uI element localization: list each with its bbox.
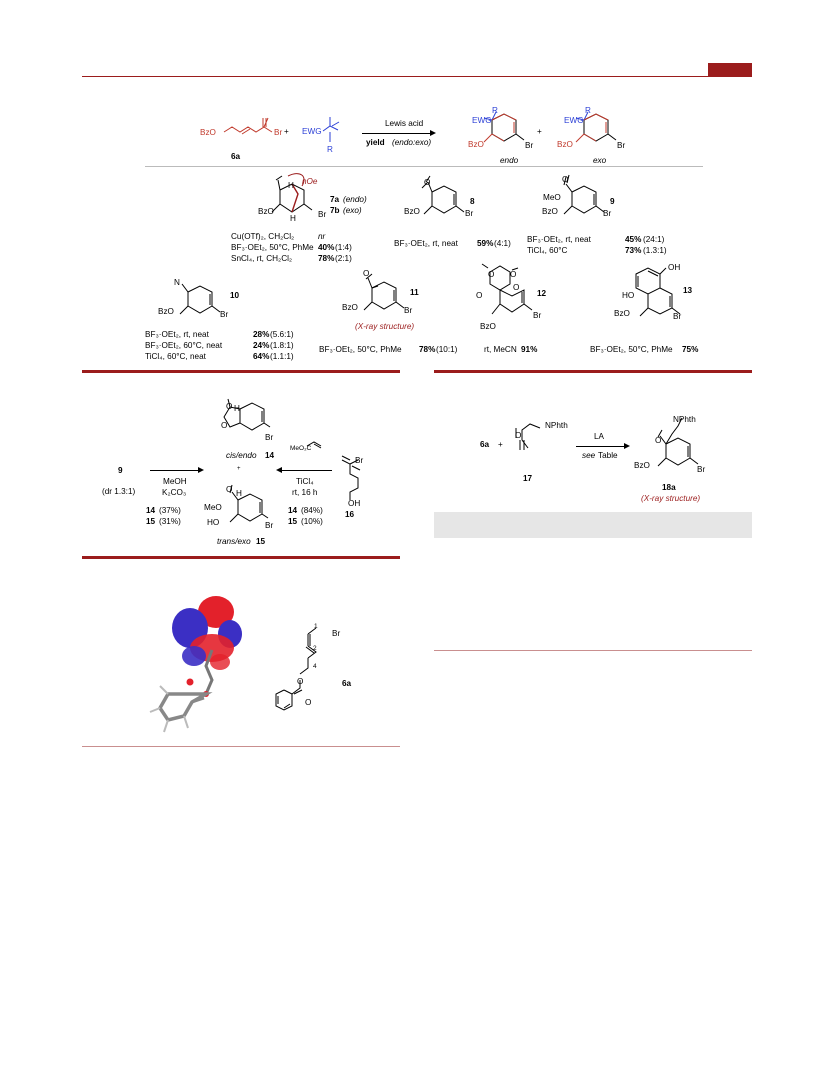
right-arrow [280,470,332,471]
left-y14-val: (37%) [159,506,181,515]
c14-o-1: O [226,402,233,411]
endo-bzo: BzO [468,140,484,149]
c7-yield-1: nr [318,232,326,241]
c8-bzo: BzO [404,207,420,216]
homo-orbital-model [120,590,260,740]
c16-oh: OH [348,499,361,508]
c7-h-label-2: H [290,214,296,223]
c10-n: N [174,278,180,287]
endo-r: R [492,106,498,115]
table-bottom-rule [434,650,752,651]
exo-ewg: EWG [564,116,584,125]
right-y15-label: 15 [288,517,298,526]
c9-ratio-2: (1.3:1) [643,246,667,255]
c14-h: H [234,404,240,413]
c18a-bzo: BzO [634,461,650,470]
s3-see: see [582,451,596,460]
figure-6a-structure [262,620,342,730]
c7-cond-2: BF₃·OEt₂, 50°C, PhMe [231,243,314,252]
c14-label: 14 [265,451,275,460]
c12-br: Br [533,311,542,320]
r-label: R [327,145,333,154]
c12-o-3: O [476,291,483,300]
c9-yield-2: 73% [625,246,642,255]
c10-yield-1: 28% [253,330,270,339]
c15-br: Br [265,521,274,530]
right-reagent-2: rt, 16 h [292,488,318,497]
c7-ratio-3: (2:1) [335,254,352,263]
left-y14-label: 14 [146,506,156,515]
c13-br: Br [673,312,682,321]
right-reagent-1: TiCl₄ [296,477,314,486]
acrylate-structure [305,438,325,450]
diene-6a-structure [222,112,282,142]
noe-label: nOe [302,177,318,186]
c11-yield: 78% [419,345,436,354]
c7a-endo: (endo) [343,195,367,204]
fig-label-6a: 6a [342,679,352,688]
c10-cond-2: BF₃·OEt₂, 60°C, neat [145,341,223,350]
c11-br: Br [404,306,413,315]
s3-sm: 6a [480,440,490,449]
plus-sign-2: + [537,127,542,136]
c9-cond-2: TiCl₄, 60°C [527,246,568,255]
c18a-nphth: NPhth [673,415,696,424]
meo2c-acrylate: MeO₂C [290,445,312,452]
yield-label: yield [366,138,385,147]
c12-o-1: O [488,270,495,279]
c10-ratio-3: (1.1:1) [270,352,294,361]
c15-label: 15 [256,537,266,546]
c8-label: 8 [470,197,475,206]
endo-br: Br [525,141,534,150]
dienophile-structure [320,112,350,147]
exo-caption: exo [593,156,607,165]
s3-arrow [576,446,628,447]
fig-num-4: 4 [313,663,317,670]
c13-yield: 75% [682,345,699,354]
s3-reagent: LA [594,432,605,441]
c13-bzo: BzO [614,309,630,318]
left-arrow [150,470,202,471]
header-tab [708,63,752,77]
c10-bzo: BzO [158,307,174,316]
c17-nphth: NPhth [545,421,568,430]
c12-o-2: O [510,270,517,279]
c9-yield-1: 45% [625,235,642,244]
compound-7-structure [258,172,338,232]
c13-ho: HO [622,291,635,300]
c7-yield-2: 40% [318,243,335,252]
right-y14-val: (84%) [301,506,323,515]
c9-br: Br [603,209,612,218]
c11-cond: BF₃·OEt₂, 50°C, PhMe [319,345,402,354]
c9-o: O [562,175,569,184]
s3-table: Table [598,451,618,460]
c10-ratio-2: (1.8:1) [270,341,294,350]
c15-h: H [236,489,242,498]
left-sm-9: 9 [118,466,123,475]
c7a-label: 7a [330,195,340,204]
fig-num-2: 2 [313,645,317,652]
c10-label: 10 [230,291,240,300]
c18a-br: Br [697,465,706,474]
left-arrowhead [198,467,204,473]
compound-15-structure [214,486,284,538]
c8-cond: BF₃·OEt₂, rt, neat [394,239,458,248]
c18a-o: O [655,436,662,445]
br-label: Br [274,128,283,137]
c11-bzo: BzO [342,303,358,312]
c10-br: Br [220,310,229,319]
c7-yield-3: 78% [318,254,335,263]
c16-br: Br [355,456,364,465]
left-reagent-2: K₂CO₃ [162,488,187,497]
c10-yield-2: 24% [253,341,270,350]
c12-label: 12 [537,289,547,298]
c10-ratio-1: (5.6:1) [270,330,294,339]
table-header-band [434,512,752,538]
scheme1-divider [145,166,703,167]
c11-label: 11 [410,288,419,297]
s3-arrowhead [624,443,630,449]
c17-o: O [515,431,522,440]
c10-cond-1: BF₃·OEt₂, rt, neat [145,330,209,339]
c12-yield: 91% [521,345,538,354]
c14-br: Br [265,433,274,442]
section-divider-left [82,370,400,373]
ewg-label: EWG [302,127,322,136]
c7-h-label: H [288,181,294,190]
c9-bzo: BzO [542,207,558,216]
c11-o: O [363,269,370,278]
c9-ratio-1: (24:1) [643,235,665,244]
c16-label: 16 [345,510,355,519]
center-plus: + [237,466,241,472]
c7-bzo: BzO [258,207,274,216]
compound-18a-structure [640,414,720,484]
s3-plus: + [498,440,503,449]
exo-r: R [585,106,591,115]
c12-cond: rt, MeCN [484,345,517,354]
fig-o-1: O [297,677,304,686]
right-y14-label: 14 [288,506,298,515]
c8-yield: 59% [477,239,494,248]
c15-meo: MeO [204,503,222,512]
plus-sign: + [284,127,289,136]
endo-ewg: EWG [472,116,492,125]
c18a-xray: (X-ray structure) [641,494,701,503]
section-divider-right [434,370,752,373]
c7-cond-1: Cu(OTf)₂, CH₂Cl₂ [231,232,295,241]
right-arrowhead [276,467,282,473]
left-reagent-1: MeOH [163,477,187,486]
endo-caption: endo [500,156,519,165]
c8-ratio: (4:1) [494,239,511,248]
left-y15-val: (31%) [159,517,181,526]
c13-label: 13 [683,286,693,295]
c8-o: O [424,178,431,187]
c9-label: 9 [610,197,615,206]
figure-bottom-rule [82,746,400,747]
c12-bzo: BzO [480,322,496,331]
c15-ho: HO [207,518,220,527]
c13-cond: BF₃·OEt₂, 50°C, PhMe [590,345,673,354]
section-divider-left-2 [82,556,400,559]
c13-oh: OH [668,263,681,272]
c11-xray: (X-ray structure) [355,322,415,331]
exo-br: Br [617,141,626,150]
reaction-arrowhead [430,130,436,136]
c7b-label: 7b [330,206,340,215]
fig-o-2: O [305,698,312,707]
exo-bzo: BzO [557,140,573,149]
left-y15-label: 15 [146,517,156,526]
reagent-lewis-acid: Lewis acid [385,119,424,128]
fig-br: Br [332,629,341,638]
c17-label: 17 [523,474,533,483]
c9-meo: MeO [543,193,561,202]
right-y15-val: (10%) [301,517,323,526]
c10-yield-3: 64% [253,352,270,361]
c15-o: O [226,485,233,494]
c11-ratio: (10:1) [436,345,458,354]
c10-cond-3: TiCl₄, 60°C, neat [145,352,206,361]
header-rule [82,76,752,77]
c14-o-2: O [221,421,228,430]
sm-6a-label: 6a [231,152,241,161]
c7b-exo: (exo) [343,206,362,215]
c7-br: Br [318,210,327,219]
bzo-label: BzO [200,128,216,137]
c14-caption: cis/endo [226,451,257,460]
c18a-label: 18a [662,483,676,492]
c7-cond-3: SnCl₄, rt, CH₂Cl₂ [231,254,293,263]
ratio-label: (endo:exo) [392,138,432,147]
c7-ratio-2: (1:4) [335,243,352,252]
c12-o-4: O [513,283,520,292]
c15-caption: trans/exo [217,537,251,546]
reaction-arrow [362,133,434,134]
c9-cond-1: BF₃·OEt₂, rt, neat [527,235,591,244]
fig-num-1: 1 [314,623,318,630]
c8-br: Br [465,209,474,218]
left-dr: (dr 1.3:1) [102,487,136,496]
